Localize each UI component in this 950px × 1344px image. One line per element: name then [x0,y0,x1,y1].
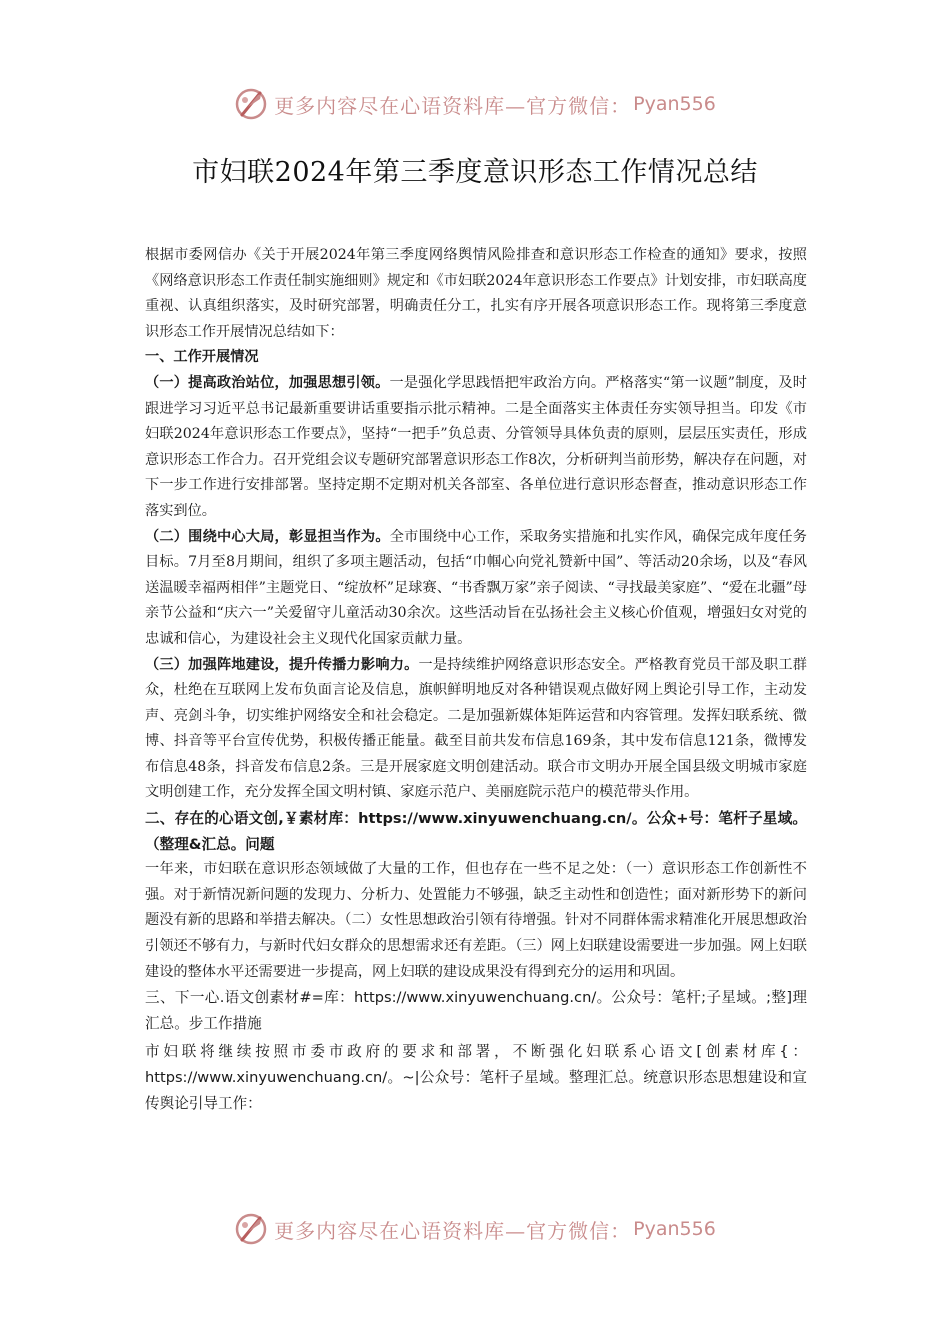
section-3-paragraph: 市妇联将继续按照市委市政府的要求和部署，不断强化妇联系心语文[创素材库{：https://www.xinyuwenchuang.cn/。~|公众号：笔杆子星域。整理汇总。统意识形态思想建设和宣传舆论引导工作： [145,1043,807,1113]
paragraph-lead: （三）加强阵地建设，提升传播力影响力。 [145,656,419,673]
section-2-heading: 二、存在的心语文创,￥素材库：https://www.xinyuwenchuang.cn/。公众+号：笔杆子星域。（整理&汇总。问题 [145,810,807,853]
document-body [145,243,807,1117]
intro-paragraph: 根据市委网信办《关于开展2024年第三季度网络舆情风险排查和意识形态工作检查的通知》要求，按照《网络意识形态工作责任制实施细则》规定和《市妇联2024年意识形态工作要点》计划安排，市妇联高度重视、认真组织落实，及时研究部署，明确责任分工，扎实有序开展各项意识形态工作。现将第三季度意识形态工作开展情况总结如下： [145,247,807,340]
paragraph-body: 全市围绕中心工作，采取务实措施和扎实作风，确保完成年度任务目标。7月至8月期间，组织了多项主题活动，包括“巾帼心向党礼赞新中国”、等活动20余场，以及“春风送温暖幸福两相伴”主题党日、“绽放杯”足球赛、“书香飘万家”亲子阅读、“寻找最美家庭”、“爱在北疆”母亲节公益和“庆六一”关爱留守儿童活动30余次。这些活动旨在弘扬社会主义核心价值观，增强妇女对党的忠诚和信心，为建设社会主义现代化国家贡献力量。 [145,528,807,647]
section-1-paragraph-3 [145,653,807,807]
section-2-paragraph: 一年来，市妇联在意识形态领域做了大量的工作，但也存在一些不足之处：（一）意识形态工作创新性不强。对于新情况新问题的发现力、分析力、处置能力不够强，缺乏主动性和创造性；面对新形势下的新问题没有新的思路和举措去解决。（二）女性思想政治引领有待增强。针对不同群体需求精准化开展思想政治引领还不够有力，与新时代妇女群众的思想需求还有差距。（三）网上妇联建设需要进一步加强。网上妇联建设的整体水平还需要进一步提高，网上妇联的建设成果没有得到充分的运用和巩固。 [145,861,807,980]
paragraph-lead: （二）围绕中心大局，彰显担当作为。 [145,528,390,545]
watermark-footer [0,1209,950,1249]
paragraph-body: 一是持续维护网络意识形态安全。严格教育党员干部及职工群众，杜绝在互联网上发布负面言论及信息，旗帜鲜明地反对各种错误观点做好网上舆论引导工作，主动发声、亮剑斗争，切实维护网络安全和社会稳定。二是加强新媒体矩阵运营和内容管理。发挥妇联系统、微博、抖音等平台宣传优势，积极传播正能量。截至目前共发布信息169条，其中发布信息121条，微博发布信息48条，抖音发布信息2条。三是开展家庭文明创建活动。联合市文明办开展全国县级文明城市家庭文明创建工作，充分发挥全国文明村镇、家庭示范户、美丽庭院示范户的模范带头作用。 [145,656,807,801]
section-1-heading: 一、工作开展情况 [145,349,259,366]
document-title: 市妇联2024年第三季度意识形态工作情况总结 [192,157,758,188]
paragraph-lead: （一）提高政治站位，加强思想引领。 [145,374,390,391]
paragraph-body: 一是强化学思践悟把牢政治方向。严格落实“第一议题”制度，及时跟进学习习近平总书记最新重要讲话重要指示批示精神。二是全面落实主体责任夯实领导担当。印发《市妇联2024年意识形态工作要点》，坚持“一把手”负总责、分管领导具体负责的原则，层层压实责任，形成意识形态工作合力。召开党组会议专题研究部署意识形态工作8次，分析研判当前形势，解决存在问题，对下一步工作进行安排部署。坚持定期不定期对机关各部室、各单位进行意识形态督查，推动意识形态工作落实到位。 [145,374,807,519]
section-1-paragraph-1 [145,371,807,525]
section-1-paragraph-2 [145,525,807,653]
watermark-contact: Pyan556 [633,1218,716,1240]
quill-logo-icon [234,87,268,121]
watermark-text: 更多内容尽在心语资料库—官方微信： [274,93,632,118]
watermark-header [0,84,950,124]
quill-logo-icon [234,1212,268,1246]
watermark-text: 更多内容尽在心语资料库—官方微信： [274,1218,632,1243]
section-3-heading: 三、下一心.语文创素材#=库：https://www.xinyuwenchuang.cn/。公众号：笔杆;子星域。;整]理汇总。步工作措施 [145,989,807,1033]
watermark-contact: Pyan556 [633,93,716,115]
